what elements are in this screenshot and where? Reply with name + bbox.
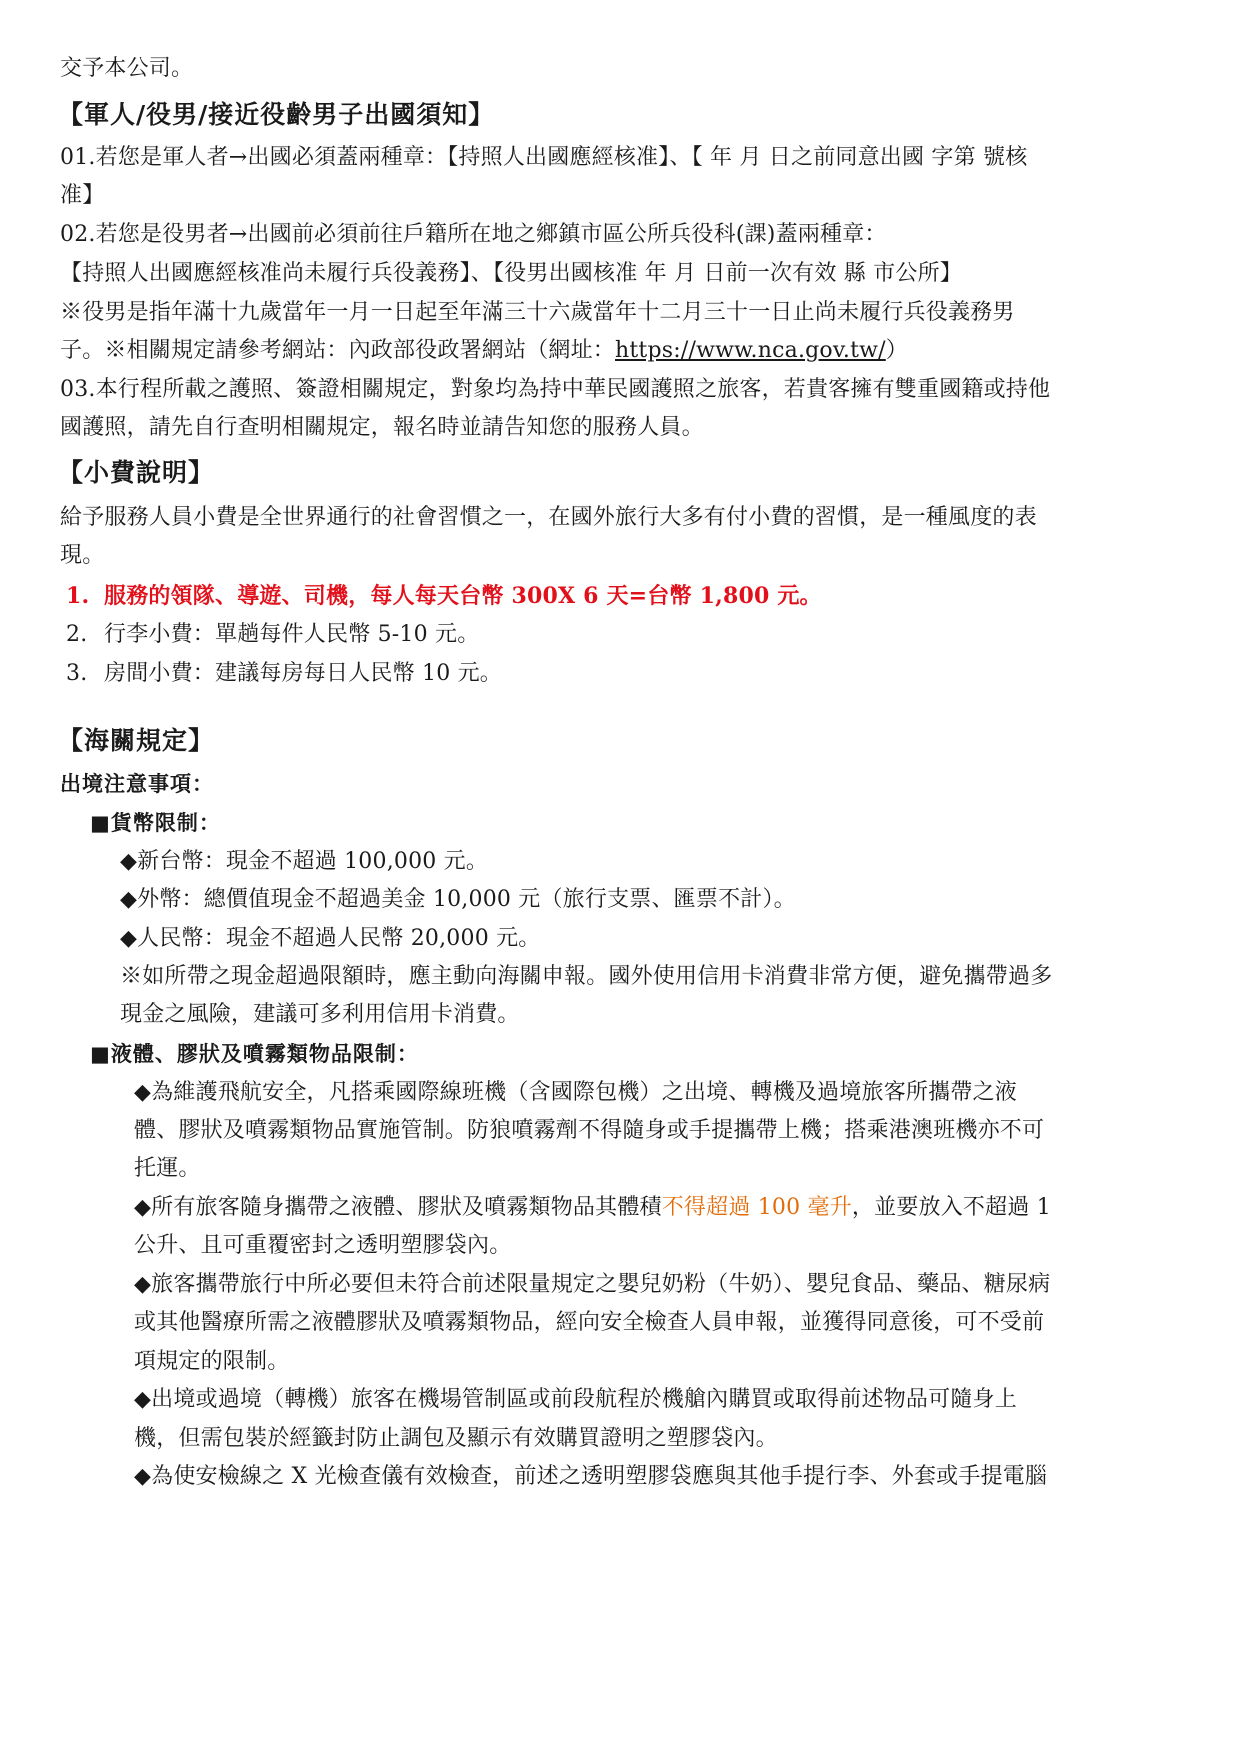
tips-intro-line1: 給予服務人員小費是全世界通行的社會習慣之一，在國外旅行大多有付小費的習慣，是一種風度的表 [60, 505, 1037, 530]
military-note-line2 [60, 336, 908, 366]
military-p1-line2: 准】 [60, 183, 105, 208]
military-p1-line1: 01.若您是軍人者→出國必須蓋兩種章：【持照人出國應經核准】、【 年 月 日之前同意出國 字第 號核 [60, 145, 1028, 170]
currency-note-line1: ※如所帶之現金超過限額時，應主動向海關申報。國外使用信用卡消費非常方便，避免攜帶過多 [120, 964, 1053, 989]
liquid-bullet-2-line2: 公升、且可重覆密封之透明塑膠袋內。 [134, 1233, 512, 1258]
currency-item-twd: ◆新台幣：現金不超過 100,000 元。 [120, 849, 489, 874]
list-number: 2. [66, 622, 88, 647]
liquid-bullet-4-line1: ◆出境或過境（轉機）旅客在機場管制區或前段航程於機艙內購買或取得前述物品可隨身上 [134, 1387, 1017, 1412]
exit-notice-title: 出境注意事項： [60, 772, 214, 796]
military-note-post: ） [885, 338, 908, 363]
liquid-limit-title: ■液體、膠狀及噴霧類物品限制： [90, 1042, 419, 1066]
military-p3-line2: 國護照，請先自行查明相關規定，報名時並請告知您的服務人員。 [60, 415, 704, 440]
liquid-bullet-3-line1: ◆旅客攜帶旅行中所必要但未符合前述限量規定之嬰兒奶粉（牛奶）、嬰兒食品、藥品、糖尿病 [134, 1272, 1051, 1297]
liquid-bullet-1-line3: 托運。 [134, 1156, 201, 1181]
tips-heading: 【小費說明】 [58, 458, 215, 487]
customs-heading: 【海關規定】 [58, 726, 215, 755]
military-heading: 【軍人/役男/接近役齡男子出國須知】 [58, 100, 495, 129]
military-note-pre: 子。※相關規定請參考網站：內政部役政署網站（網址： [60, 338, 616, 363]
tips-intro-line2: 現。 [60, 543, 105, 568]
volume-limit-highlight: 不得超過 100 毫升 [661, 1195, 852, 1220]
military-p2-line1: 02.若您是役男者→出國前必須前往戶籍所在地之鄉鎮市區公所兵役科(課)蓋兩種章： [60, 222, 887, 247]
currency-item-foreign: ◆外幣：總價值現金不超過美金 10,000 元（旅行支票、匯票不計）。 [120, 887, 796, 912]
liquid-bullet-2-pre: ◆所有旅客隨身攜帶之液體、膠狀及噴霧類物品其體積 [134, 1195, 662, 1220]
military-p3-line1: 03.本行程所載之護照、簽證相關規定，對象均為持中華民國護照之旅客，若貴客擁有雙重國籍或持他 [60, 377, 1051, 402]
liquid-bullet-4-line2: 機，但需包裝於經籤封防止調包及顯示有效購買證明之塑膠袋內。 [134, 1426, 778, 1451]
liquid-bullet-1-line1: ◆為維護飛航安全，凡搭乘國際線班機（含國際包機）之出境、轉機及過境旅客所攜帶之液 [134, 1080, 1017, 1105]
currency-item-rmb: ◆人民幣：現金不超過人民幣 20,000 元。 [120, 926, 541, 951]
tips-item-1 [66, 581, 822, 611]
tips-item-text: 行李小費：單趟每件人民幣 5-10 元。 [104, 622, 480, 647]
liquid-bullet-5-line1: ◆為使安檢線之 X 光檢查儀有效檢查，前述之透明塑膠袋應與其他手提行李、外套或手提電腦 [134, 1464, 1048, 1489]
liquid-bullet-2-line1 [134, 1193, 1051, 1223]
currency-limit-title: ■貨幣限制： [90, 811, 221, 835]
liquid-bullet-1-line2: 體、膠狀及噴霧類物品實施管制。防狼噴霧劑不得隨身或手提攜帶上機；搭乘港澳班機亦不可 [134, 1118, 1045, 1143]
military-p2-line2: 【持照人出國應經核准尚未履行兵役義務】、【役男出國核准 年 月 日前一次有效 縣 市公所】 [60, 261, 962, 286]
liquid-bullet-3-line3: 項規定的限制。 [134, 1349, 290, 1374]
tips-item-text: 服務的領隊、導遊、司機，每人每天台幣 300X 6 天=台幣 1,800 元。 [104, 583, 822, 609]
list-number: 3. [66, 661, 88, 686]
liquid-bullet-2-post: ，並要放入不超過 1 [851, 1195, 1051, 1220]
tips-item-text: 房間小費：建議每房每日人民幣 10 元。 [104, 661, 502, 686]
currency-note-line2: 現金之風險，建議可多利用信用卡消費。 [120, 1002, 520, 1027]
tips-item-2 [66, 620, 479, 650]
liquid-bullet-3-line2: 或其他醫療所需之液體膠狀及噴霧類物品，經向安全檢查人員申報，並獲得同意後，可不受前 [134, 1310, 1045, 1335]
military-note-line1: ※役男是指年滿十九歲當年一月一日起至年滿三十六歲當年十二月三十一日止尚未履行兵役義務男 [60, 300, 1015, 325]
tips-item-3 [66, 659, 502, 689]
nca-website-link[interactable]: https://www.nca.gov.tw/ [615, 338, 886, 363]
list-number: 1. [66, 583, 90, 609]
intro-tail: 交予本公司。 [60, 56, 194, 81]
